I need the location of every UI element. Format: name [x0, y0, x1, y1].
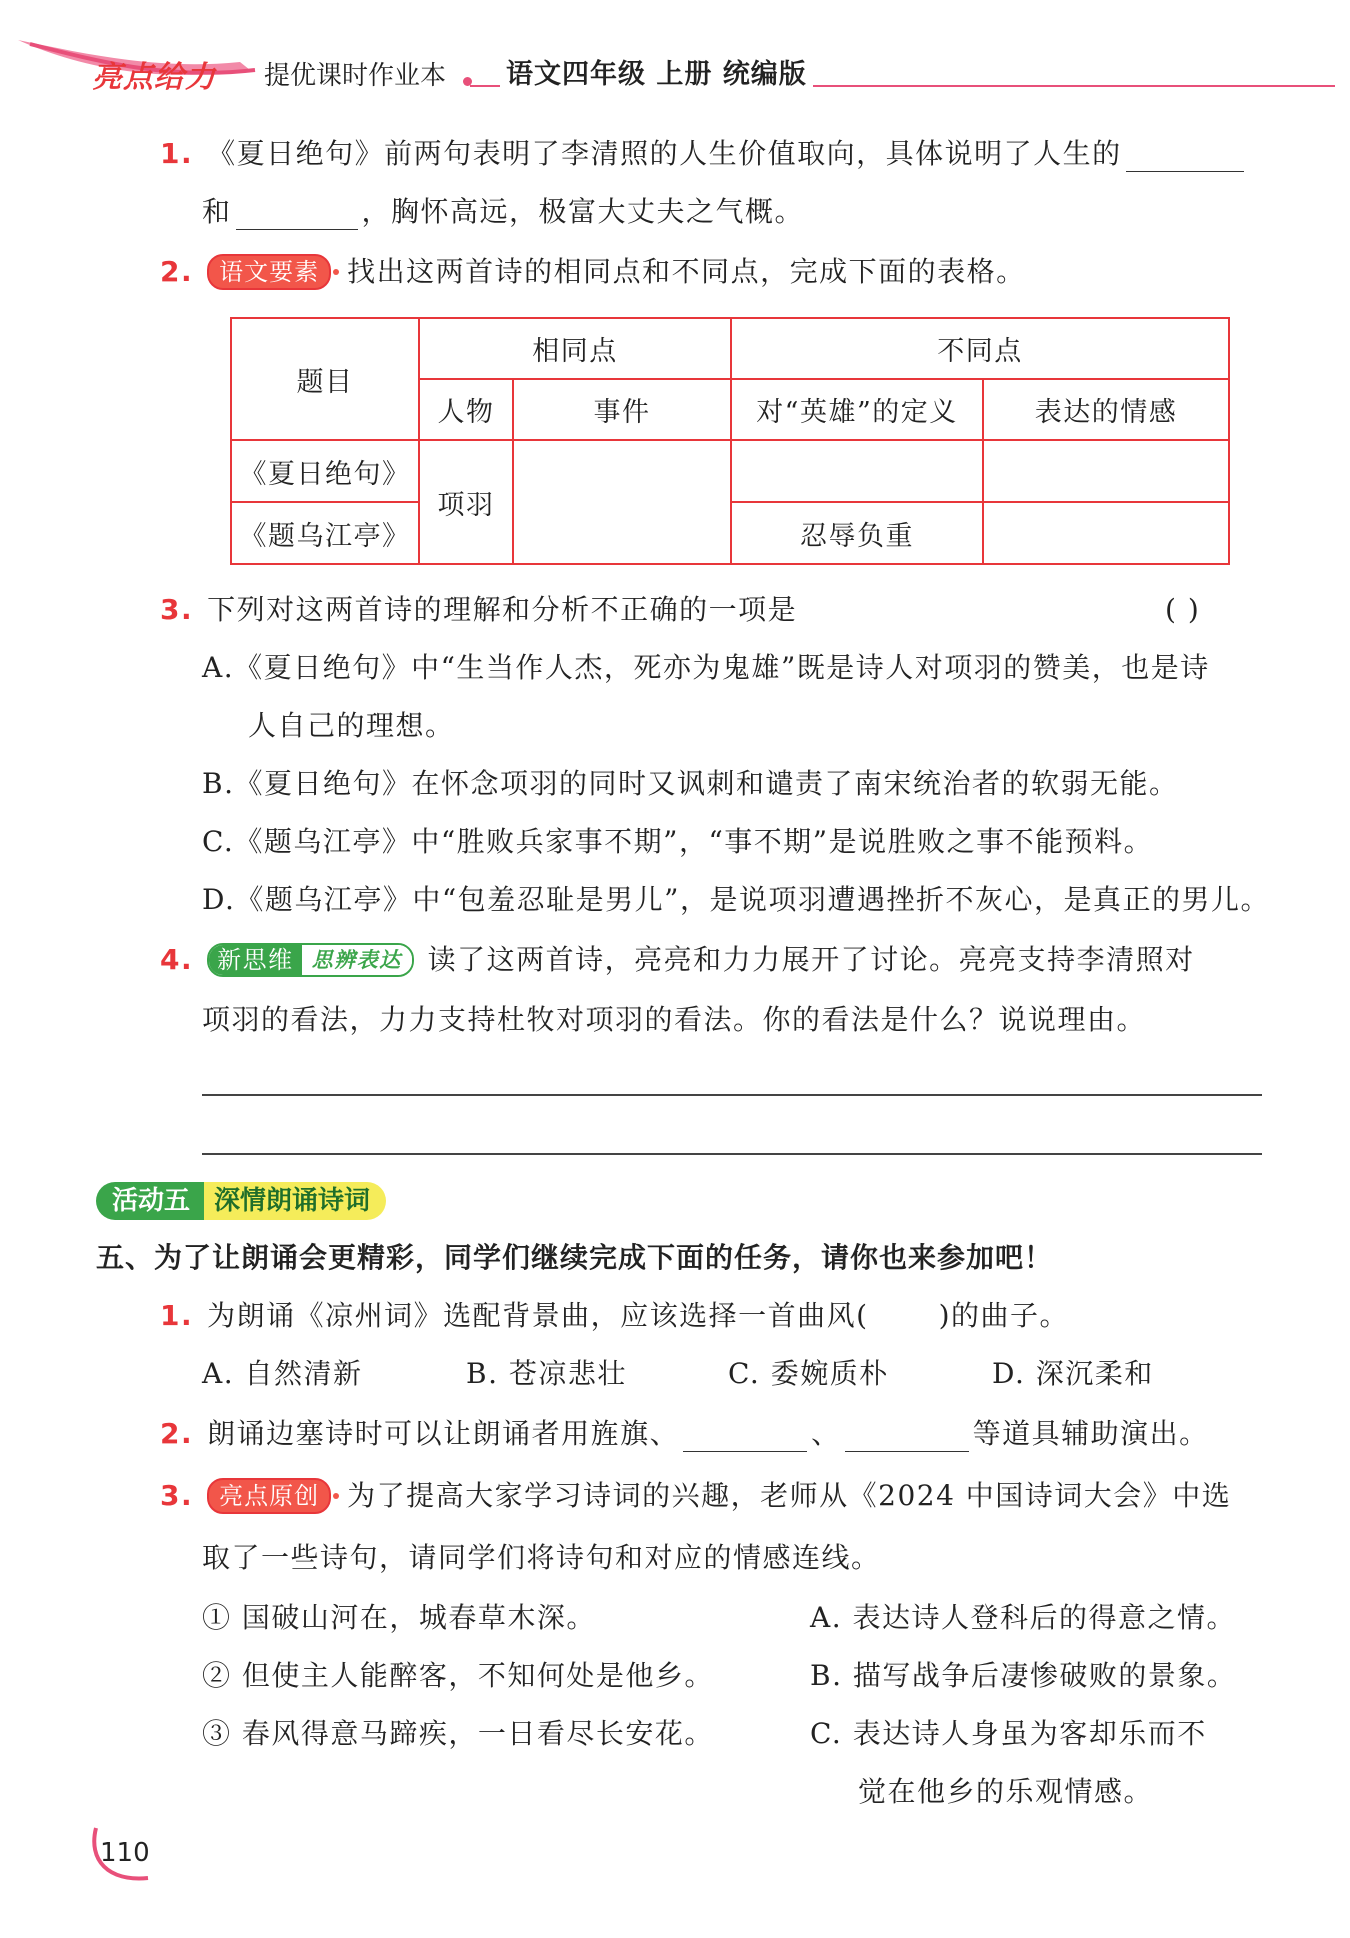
activity-number: 活动五	[96, 1182, 204, 1220]
poem-left-2[interactable]: ② 但使主人能醉客，不知何处是他乡。	[202, 1659, 714, 1692]
table-header-diff: 不同点	[731, 318, 1229, 379]
s3-line1	[160, 1478, 1231, 1516]
q4-line1	[160, 942, 1195, 979]
q1-and: 和	[202, 195, 232, 228]
table-row1-title: 《夏日绝句》	[231, 440, 419, 502]
s1-option-c: C. 委婉质朴	[728, 1357, 889, 1390]
activity-title: 深情朗诵诗词	[204, 1182, 386, 1220]
q1-text: 《夏日绝句》前两句表明了李清照的人生价值取向，具体说明了人生的	[207, 137, 1122, 170]
q3-option-d: D.《题乌江亭》中“包羞忍耻是男儿”，是说项羽遭遇挫折不灰心，是真正的男儿。	[202, 883, 1270, 916]
table-header-person: 人物	[419, 379, 513, 440]
q2-text: 找出这两首诗的相同点和不同点，完成下面的表格。	[347, 255, 1026, 288]
table-row2-definition: 忍辱负重	[731, 502, 983, 564]
s1-line	[160, 1298, 1069, 1334]
q1-text-2: ，胸怀高远，极富大丈夫之气概。	[361, 195, 805, 228]
q1-line1	[160, 136, 1248, 172]
table-person-value: 项羽	[419, 440, 513, 564]
q4-line2: 项羽的看法，力力支持杜牧对项羽的看法。你的看法是什么？说说理由。	[202, 1003, 1147, 1036]
table-row1-emotion[interactable]	[983, 440, 1229, 502]
q4-tag-sub: 思辨表达	[302, 945, 412, 975]
table-header-same: 相同点	[419, 318, 731, 379]
page-number: 110	[100, 1838, 150, 1868]
s3-number: 3.	[160, 1479, 194, 1512]
book-info: 语文四年级 上册 统编版	[500, 52, 813, 91]
s1-text-pre: 为朗诵《凉州词》选配背景曲，应该选择一首曲风(	[207, 1299, 869, 1332]
s1-option-b: B. 苍凉悲壮	[466, 1357, 627, 1390]
poem-left-3[interactable]: ③ 春风得意马蹄疾，一日看尽长安花。	[202, 1717, 714, 1750]
emotion-right-c-line1[interactable]: C. 表达诗人身虽为客却乐而不	[810, 1717, 1207, 1750]
brand-subtitle: 提优课时作业本	[258, 55, 452, 92]
q3-number: 3.	[160, 593, 194, 626]
s1-number: 1.	[160, 1299, 194, 1332]
table-header-definition: 对“英雄”的定义	[731, 379, 983, 440]
q4-answer-line-2[interactable]	[202, 1153, 1262, 1155]
q3-option-a-line2: 人自己的理想。	[248, 709, 455, 742]
q4-tag-main: 新思维	[209, 945, 302, 975]
table-row1-definition[interactable]	[731, 440, 983, 502]
s1-option-d: D. 深沉柔和	[992, 1357, 1154, 1390]
q1-number: 1.	[160, 137, 194, 170]
q3-option-b: B.《夏日绝句》在怀念项羽的同时又讽刺和谴责了南宋统治者的软弱无能。	[202, 767, 1179, 800]
emotion-right-a[interactable]: A. 表达诗人登科后的得意之情。	[810, 1601, 1237, 1634]
s3-line2: 取了一些诗句，请同学们将诗句和对应的情感连线。	[202, 1541, 881, 1574]
activity-tag	[96, 1182, 386, 1220]
emotion-right-b[interactable]: B. 描写战争后凄惨破败的景象。	[810, 1659, 1237, 1692]
q2-line	[160, 254, 1026, 292]
s1-option-a: A. 自然清新	[202, 1357, 363, 1390]
q4-tag	[207, 943, 414, 977]
q2-tag: 语文要素	[207, 254, 331, 290]
q4-answer-line-1[interactable]	[202, 1094, 1262, 1096]
table-header-emotion: 表达的情感	[983, 379, 1229, 440]
table-event-cell[interactable]	[513, 440, 731, 564]
s2-blank-1[interactable]	[683, 1421, 807, 1452]
q4-number: 4.	[160, 943, 194, 976]
q1-line2	[202, 194, 804, 230]
q3-stem	[160, 592, 797, 628]
q3-answer-paren[interactable]: ( )	[1165, 593, 1201, 626]
emotion-right-c-line2: 觉在他乡的乐观情感。	[858, 1775, 1154, 1808]
q4-text-1: 读了这两首诗，亮亮和力力展开了讨论。亮亮支持李清照对	[427, 943, 1195, 976]
s2-separator: 、	[811, 1417, 841, 1450]
q2-number: 2.	[160, 255, 194, 288]
table-header-title: 题目	[231, 318, 419, 440]
q3-option-c: C.《题乌江亭》中“胜败兵家事不期”，“事不期”是说胜败之事不能预料。	[202, 825, 1154, 858]
q3-text: 下列对这两首诗的理解和分析不正确的一项是	[207, 593, 798, 626]
s2-number: 2.	[160, 1417, 194, 1450]
table-header-event: 事件	[513, 379, 731, 440]
q1-blank-2[interactable]	[236, 199, 358, 230]
s2-line	[160, 1416, 1209, 1452]
s2-text-post: 等道具辅助演出。	[972, 1417, 1209, 1450]
s1-text-post: )的曲子。	[938, 1299, 1069, 1332]
poem-left-1[interactable]: ① 国破山河在，城春草木深。	[202, 1601, 596, 1634]
s3-text-1: 为了提高大家学习诗词的兴趣，老师从《2024 中国诗词大会》中选	[347, 1479, 1232, 1512]
q3-option-a-line1: A.《夏日绝句》中“生当作人杰，死亦为鬼雄”既是诗人对项羽的赞美，也是诗	[202, 651, 1210, 684]
s3-tag: 亮点原创	[207, 1478, 331, 1514]
table-row2-title: 《题乌江亭》	[231, 502, 419, 564]
table-row2-emotion[interactable]	[983, 502, 1229, 564]
s2-blank-2[interactable]	[845, 1421, 969, 1452]
q1-blank-1[interactable]	[1126, 141, 1244, 172]
brand-logo: 亮点给力	[92, 60, 216, 95]
s2-text-pre: 朗诵边塞诗时可以让朗诵者用旌旗、	[207, 1417, 680, 1450]
section-five-title: 五、为了让朗诵会更精彩，同学们继续完成下面的任务，请你也来参加吧！	[96, 1241, 1054, 1274]
comparison-table	[230, 317, 1230, 565]
